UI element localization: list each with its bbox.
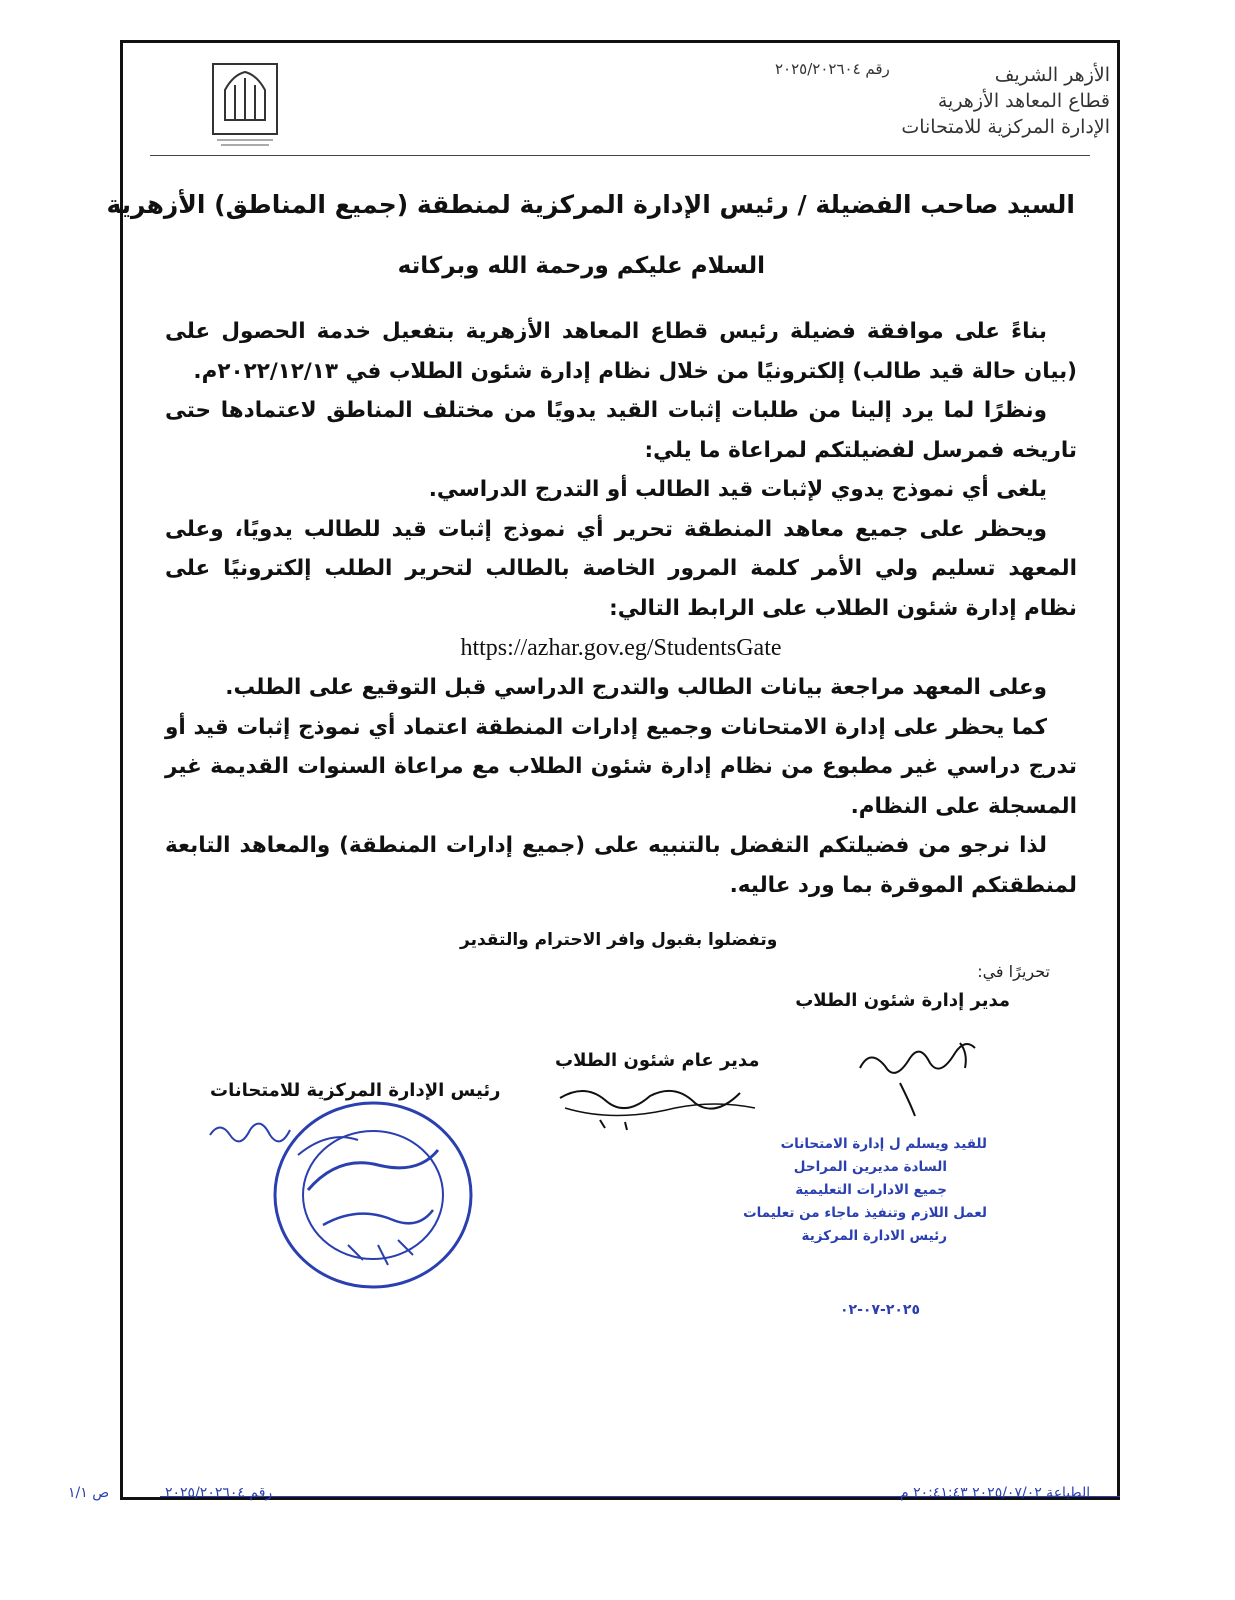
- organization-header: [901, 62, 1110, 140]
- note-line-4: لعمل اللازم وتنفيذ ماجاء من تعليمات: [743, 1205, 987, 1221]
- al-azhar-logo: [205, 60, 285, 150]
- official-stamp: [268, 1095, 478, 1295]
- org-line-1: الأزهر الشريف: [994, 64, 1110, 86]
- note-line-2: السادة مديرين المراحل: [793, 1159, 947, 1175]
- header-divider: [150, 155, 1090, 156]
- paragraph-cancel: يلغى أي نموذج يدوي لإثبات قيد الطالب أو التدرج الدراسي.: [428, 477, 1047, 502]
- paragraph-prohibit: ويحظر على جميع معاهد المنطقة تحرير أي نموذج إثبات قيد للطالب يدويًا، وعلى المعهد تسليم ولي الأمر كلمة المرور الخاصة بالطالب لتحرير الطلب إلكترونيًا على نظام إدارة شئون الطلاب على الرابط التالي:: [165, 516, 1077, 621]
- footer-reference: رقم ٢٠٢٥/٢٠٢٦٠٤: [165, 1485, 273, 1501]
- note-line-3: جميع الادارات التعليمية: [795, 1182, 947, 1198]
- greeting: السلام عليكم ورحمة الله وبركاته: [397, 253, 765, 279]
- general-manager-title: مدير عام شئون الطلاب: [555, 1050, 760, 1071]
- note-date: ٢٠٢٥-٠٧-٠٢: [840, 1302, 920, 1318]
- paragraph-reason: ونظرًا لما يرد إلينا من طلبات إثبات القيد يدويًا من مختلف المناطق لاعتمادها حتى تاريخه فمرسل لفضيلتكم لمراعاة ما يلي:: [165, 398, 1077, 463]
- handwritten-notes: [687, 1133, 987, 1248]
- general-manager-signature: [555, 1078, 765, 1133]
- note-line-1: للقيد ويسلم ل إدارة الامتحانات: [780, 1136, 987, 1152]
- students-gate-link[interactable]: https://azhar.gov.eg/StudentsGate: [460, 635, 782, 661]
- footer-page: ص ١/١: [68, 1485, 110, 1501]
- manager-title: مدير إدارة شئون الطلاب: [795, 990, 1010, 1011]
- letter-body: [165, 312, 1077, 905]
- addressee-line: السيد صاحب الفضيلة / رئيس الإدارة المركزية لمنطقة (جميع المناطق) الأزهرية: [106, 190, 1075, 219]
- org-line-2: قطاع المعاهد الأزهرية: [937, 90, 1110, 112]
- head-title: رئيس الإدارة المركزية للامتحانات: [210, 1080, 501, 1101]
- reference-number: رقم ٢٠٢٥/٢٠٢٦٠٤: [775, 60, 890, 78]
- paragraph-request: لذا نرجو من فضيلتكم التفضل بالتنبيه على (جميع إدارات المنطقة) والمعاهد التابعة لمنطقتكم الموقرة بما ورد عاليه.: [165, 833, 1077, 898]
- manager-signature: [840, 1028, 990, 1123]
- paragraph-exams: كما يحظر على إدارة الامتحانات وجميع إدارات المنطقة اعتماد أي نموذج إثبات قيد أو تدرج دراسي غير مطبوع من نظام إدارة شئون الطلاب مع مراعاة السنوات القديمة غير المسجلة على النظام.: [165, 714, 1077, 819]
- paragraph-review: وعلى المعهد مراجعة بيانات الطالب والتدرج الدراسي قبل التوقيع على الطلب.: [225, 675, 1047, 700]
- head-signature: [205, 1110, 295, 1160]
- footer-print-info: الطباعة ٢٠٢٥/٠٧/٠٢ ٢٠:٤١:٤٣ م: [900, 1485, 1091, 1501]
- closing-line: وتفضلوا بقبول وافر الاحترام والتقدير: [460, 930, 778, 950]
- org-line-3: الإدارة المركزية للامتحانات: [901, 116, 1110, 138]
- paragraph-approval: بناءً على موافقة فضيلة رئيس قطاع المعاهد الأزهرية بتفعيل خدمة الحصول على (بيان حالة قيد طالب) إلكترونيًا من خلال نظام إدارة شئون الطلاب في ٢٠٢٢/١٢/١٣م.: [165, 319, 1077, 384]
- written-in: تحريرًا في:: [977, 962, 1050, 981]
- note-line-5: رئيس الادارة المركزية: [801, 1228, 947, 1244]
